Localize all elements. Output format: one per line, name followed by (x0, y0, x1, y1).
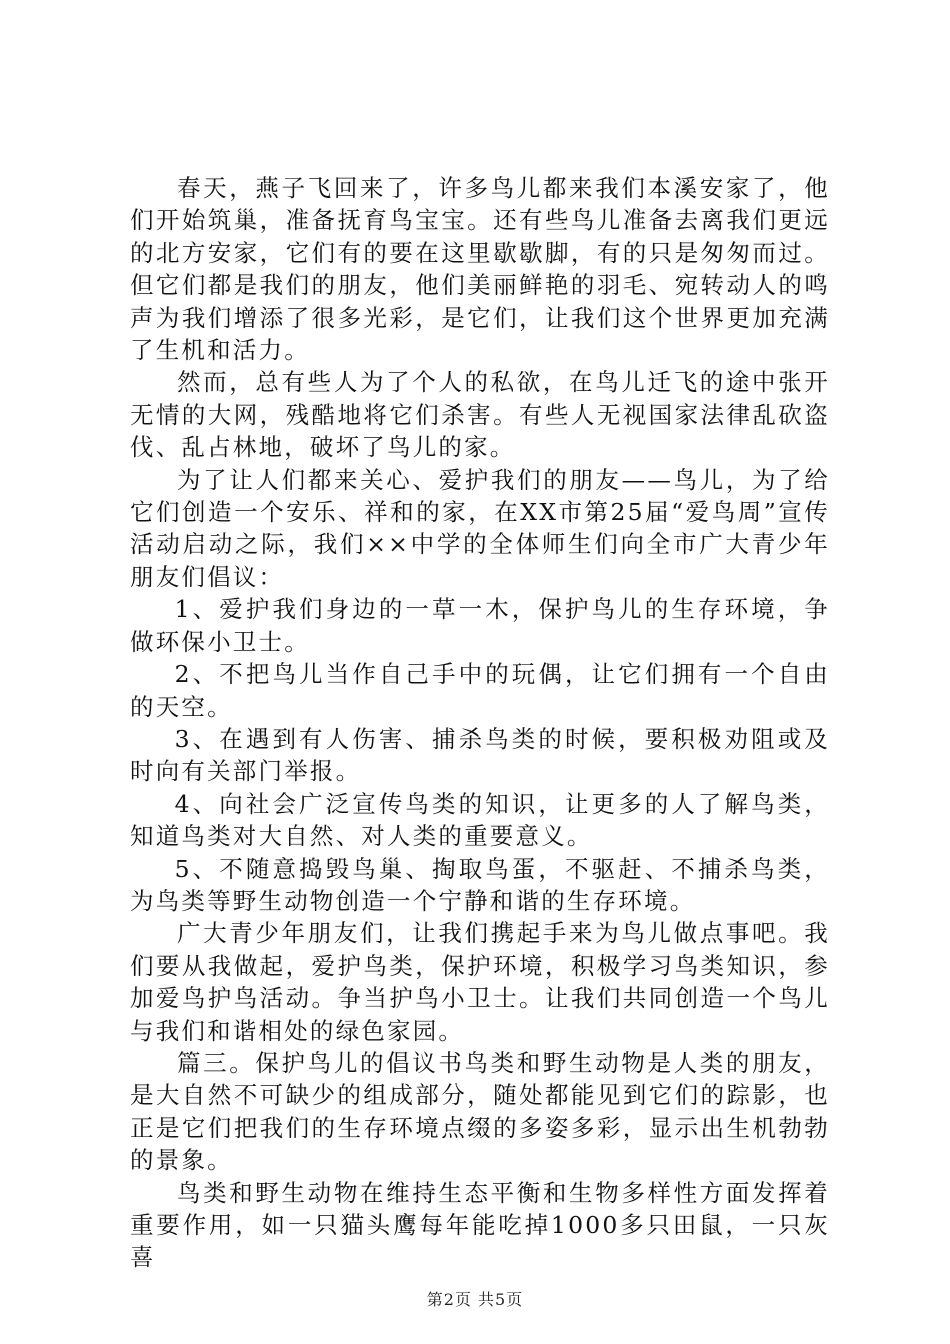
paragraph-ecology: 鸟类和野生动物在维持生态平衡和生物多样性方面发挥着重要作用，如一只猫头鹰每年能吃掉1000多只田鼠，一只灰喜 (130, 1178, 830, 1272)
paragraph-call-to-action: 广大青少年朋友们，让我们携起手来为鸟儿做点事吧。我们要从我做起，爱护鸟类，保护环境，积极学习鸟类知识，参加爱鸟护鸟活动。争当护鸟小卫士。让我们共同创造一个鸟儿与我们和谐相处的绿色家园。 (130, 919, 830, 1045)
page-number-footer: 第2页 共5页 (426, 1290, 524, 1309)
paragraph-however: 然而，总有些人为了个人的私欲，在鸟儿迁飞的途中张开无情的大网，残酷地将它们杀害。有些人无视国家法律乱砍盗伐、乱占林地，破坏了鸟儿的家。 (130, 368, 830, 462)
proposal-item-3: 3、在遇到有人伤害、捕杀鸟类的时候，要积极劝阻或及时向有关部门举报。 (130, 724, 830, 786)
paragraph-spring: 春天，燕子飞回来了，许多鸟儿都来我们本溪安家了，他们开始筑巢，准备抚育鸟宝宝。还有些鸟儿准备去离我们更远的北方安家，它们有的要在这里歇歇脚，有的只是匆匆而过。但它们都是我们的朋友，他们美丽鲜艳的羽毛、宛转动人的鸣声为我们增添了很多光彩，是它们，让我们这个世界更加充满了生机和活力。 (130, 174, 830, 365)
document-body (130, 172, 830, 1274)
proposal-item-4: 4、向社会广泛宣传鸟类的知识，让更多的人了解鸟类，知道鸟类对大自然、对人类的重要意义。 (130, 789, 830, 851)
paragraph-proposal-intro: 为了让人们都来关心、爱护我们的朋友——鸟儿，为了给它们创造一个安乐、祥和的家，在XX市第25届“爱鸟周”宣传活动启动之际，我们××中学的全体师生们向全市广大青少年朋友们倡议： (130, 465, 830, 591)
proposal-item-1: 1、爱护我们身边的一草一木，保护鸟儿的生存环境，争做环保小卫士。 (130, 595, 830, 656)
proposal-item-2: 2、不把鸟儿当作自己手中的玩偶，让它们拥有一个自由的天空。 (130, 660, 830, 721)
proposal-item-5: 5、不随意捣毁鸟巢、掏取鸟蛋，不驱赶、不捕杀鸟类，为鸟类等野生动物创造一个宁静和谐的生存环境。 (130, 854, 830, 915)
paragraph-part-three: 篇三。保护鸟儿的倡议书鸟类和野生动物是人类的朋友，是大自然不可缺少的组成部分，随处都能见到它们的踪影，也正是它们把我们的生存环境点缀的多姿多彩，显示出生机勃勃的景象。 (130, 1048, 830, 1175)
